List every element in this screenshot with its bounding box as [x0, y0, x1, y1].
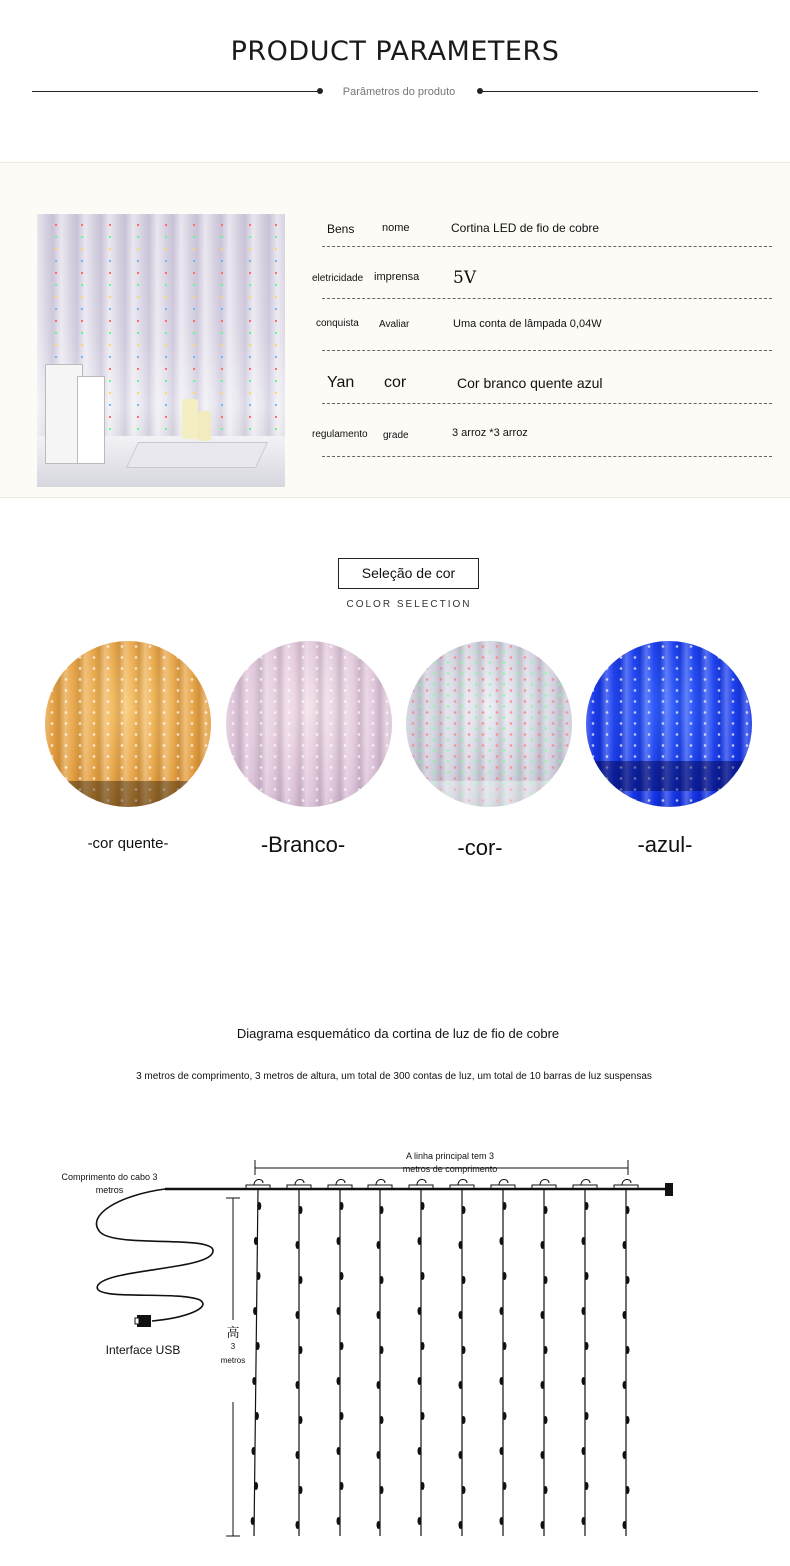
param-label: eletricidade — [312, 273, 364, 284]
light-bead — [503, 1202, 507, 1210]
curtain-diagram — [0, 1140, 790, 1566]
light-bead — [340, 1202, 344, 1210]
light-bead — [296, 1241, 300, 1249]
light-bead — [421, 1482, 425, 1490]
light-bead — [582, 1517, 586, 1525]
light-bead — [585, 1202, 589, 1210]
light-bead — [252, 1377, 256, 1385]
param-value: Cor branco quente azul — [457, 375, 603, 391]
light-bead — [541, 1241, 545, 1249]
light-bead — [299, 1206, 303, 1214]
usb-interface-label: Interface USB — [105, 1343, 181, 1357]
light-bead — [503, 1272, 507, 1280]
strand-hook — [450, 1179, 474, 1189]
light-bead — [296, 1311, 300, 1319]
light-bead — [582, 1237, 586, 1245]
color-label-blue: -azul- — [637, 832, 693, 857]
light-bead — [255, 1412, 259, 1420]
light-bead — [623, 1311, 627, 1319]
light-bead — [462, 1346, 466, 1354]
light-bead — [544, 1346, 548, 1354]
light-bead — [541, 1451, 545, 1459]
light-bead — [337, 1307, 341, 1315]
light-bead — [418, 1447, 422, 1455]
diagram-subtitle: 3 metros de comprimento, 3 metros de altura, um total de 300 contas de luz, um total de 10 barras de luz suspensas — [136, 1071, 652, 1082]
param-label-2: nome — [382, 222, 410, 234]
light-bead — [377, 1381, 381, 1389]
light-bead — [377, 1521, 381, 1529]
light-bead — [582, 1447, 586, 1455]
light-bead — [299, 1346, 303, 1354]
light-bead — [377, 1311, 381, 1319]
light-bead — [421, 1412, 425, 1420]
light-bead — [503, 1412, 507, 1420]
light-bead — [254, 1482, 258, 1490]
light-bead — [459, 1381, 463, 1389]
light-bead — [582, 1307, 586, 1315]
light-bead — [544, 1486, 548, 1494]
light-bead — [585, 1342, 589, 1350]
light-bead — [544, 1416, 548, 1424]
height-label: 高 3 metros — [220, 1325, 246, 1365]
light-bead — [380, 1416, 384, 1424]
light-bead — [418, 1517, 422, 1525]
param-label-2: imprensa — [374, 271, 420, 283]
cable-length-label: Comprimento do cabo 3 metros — [61, 1172, 158, 1195]
light-bead — [626, 1486, 630, 1494]
light-bead — [254, 1237, 258, 1245]
light-bead — [337, 1447, 341, 1455]
light-bead — [418, 1377, 422, 1385]
light-bead — [541, 1521, 545, 1529]
light-bead — [257, 1202, 261, 1210]
light-bead — [462, 1276, 466, 1284]
light-bead — [459, 1451, 463, 1459]
light-bead — [500, 1307, 504, 1315]
wire-end-cap — [665, 1183, 673, 1196]
light-bead — [299, 1416, 303, 1424]
light-bead — [500, 1377, 504, 1385]
color-label-warm: -cor quente- — [87, 835, 169, 852]
param-row-size — [312, 404, 772, 457]
light-bead — [296, 1521, 300, 1529]
light-bead — [462, 1416, 466, 1424]
color-option-white[interactable] — [226, 641, 392, 807]
color-option-blue[interactable] — [586, 641, 752, 807]
light-bead — [251, 1447, 255, 1455]
light-bead — [251, 1517, 255, 1525]
light-bead — [459, 1241, 463, 1249]
color-label-multi: -cor- — [457, 835, 503, 860]
light-bead — [462, 1486, 466, 1494]
param-row-voltage — [312, 247, 772, 299]
param-value: Cortina LED de fio de cobre — [451, 221, 600, 235]
param-label: Yan — [327, 374, 355, 391]
light-bead — [544, 1206, 548, 1214]
strand-hook — [614, 1179, 638, 1189]
param-value: 5V — [453, 268, 477, 288]
color-selection-title: Seleção de cor — [338, 558, 479, 589]
light-bead — [585, 1482, 589, 1490]
param-value: 3 arroz *3 arroz — [452, 427, 528, 439]
color-option-multi[interactable] — [406, 641, 572, 807]
param-row-power — [316, 299, 772, 351]
light-bead — [421, 1272, 425, 1280]
light-bead — [377, 1451, 381, 1459]
light-bead — [380, 1276, 384, 1284]
strand-hook — [328, 1179, 352, 1189]
strand-hook — [573, 1179, 597, 1189]
light-bead — [337, 1377, 341, 1385]
light-bead — [340, 1272, 344, 1280]
light-bead — [340, 1342, 344, 1350]
strand-hook — [409, 1179, 433, 1189]
light-bead — [459, 1521, 463, 1529]
light-bead — [377, 1241, 381, 1249]
light-bead — [503, 1482, 507, 1490]
light-bead — [340, 1412, 344, 1420]
light-bead — [623, 1241, 627, 1249]
light-bead — [256, 1272, 260, 1280]
strand-hook — [532, 1179, 556, 1189]
light-bead — [299, 1276, 303, 1284]
param-row-color — [322, 351, 772, 404]
page-subtitle: Parâmetros do produto — [342, 86, 456, 98]
light-bead — [503, 1342, 507, 1350]
divider-right — [480, 91, 758, 92]
light-bead — [380, 1486, 384, 1494]
light-bead — [462, 1206, 466, 1214]
light-bead — [623, 1451, 627, 1459]
light-bead — [582, 1377, 586, 1385]
light-bead — [626, 1416, 630, 1424]
light-bead — [337, 1517, 341, 1525]
param-label-2: Avaliar — [379, 319, 410, 330]
light-bead — [418, 1237, 422, 1245]
light-bead — [585, 1412, 589, 1420]
diagram-title: Diagrama esquemático da cortina de luz de fio de cobre — [236, 1026, 560, 1041]
light-bead — [541, 1311, 545, 1319]
main-line-label: A linha principal tem 3 metros de comprimento — [402, 1151, 498, 1174]
light-bead — [296, 1381, 300, 1389]
light-bead — [299, 1486, 303, 1494]
strand-hook — [368, 1179, 392, 1189]
light-bead — [626, 1346, 630, 1354]
light-bead — [541, 1381, 545, 1389]
light-bead — [544, 1276, 548, 1284]
param-label: regulamento — [312, 429, 368, 440]
light-bead — [500, 1447, 504, 1455]
light-bead — [337, 1237, 341, 1245]
color-label-white: -Branco- — [260, 832, 346, 857]
light-bead — [626, 1206, 630, 1214]
light-bead — [380, 1206, 384, 1214]
light-bead — [296, 1451, 300, 1459]
color-selection-subtitle: COLOR SELECTION — [346, 599, 472, 610]
light-bead — [253, 1307, 257, 1315]
light-bead — [421, 1342, 425, 1350]
param-label-2: grade — [383, 430, 409, 441]
header — [0, 0, 790, 162]
light-bead — [256, 1342, 260, 1350]
product-photo — [37, 214, 285, 487]
strand-hook — [491, 1179, 515, 1189]
light-bead — [585, 1272, 589, 1280]
strand-hook — [287, 1179, 311, 1189]
color-option-warm[interactable] — [45, 641, 211, 807]
light-bead — [500, 1517, 504, 1525]
light-bead — [500, 1237, 504, 1245]
page-title: PRODUCT PARAMETERS — [230, 36, 560, 67]
usb-cable — [96, 1189, 213, 1321]
light-bead — [623, 1521, 627, 1529]
param-value: Uma conta de lâmpada 0,04W — [453, 318, 602, 330]
light-bead — [421, 1202, 425, 1210]
strand-hook — [246, 1179, 270, 1189]
light-bead — [418, 1307, 422, 1315]
light-bead — [380, 1346, 384, 1354]
light-bead — [340, 1482, 344, 1490]
light-bead — [626, 1276, 630, 1284]
param-label: conquista — [316, 318, 359, 329]
parameters-section — [0, 162, 790, 498]
param-label-2: cor — [384, 374, 407, 391]
light-bead — [623, 1381, 627, 1389]
param-row-name — [322, 211, 772, 247]
param-label: Bens — [327, 222, 355, 236]
light-bead — [459, 1311, 463, 1319]
